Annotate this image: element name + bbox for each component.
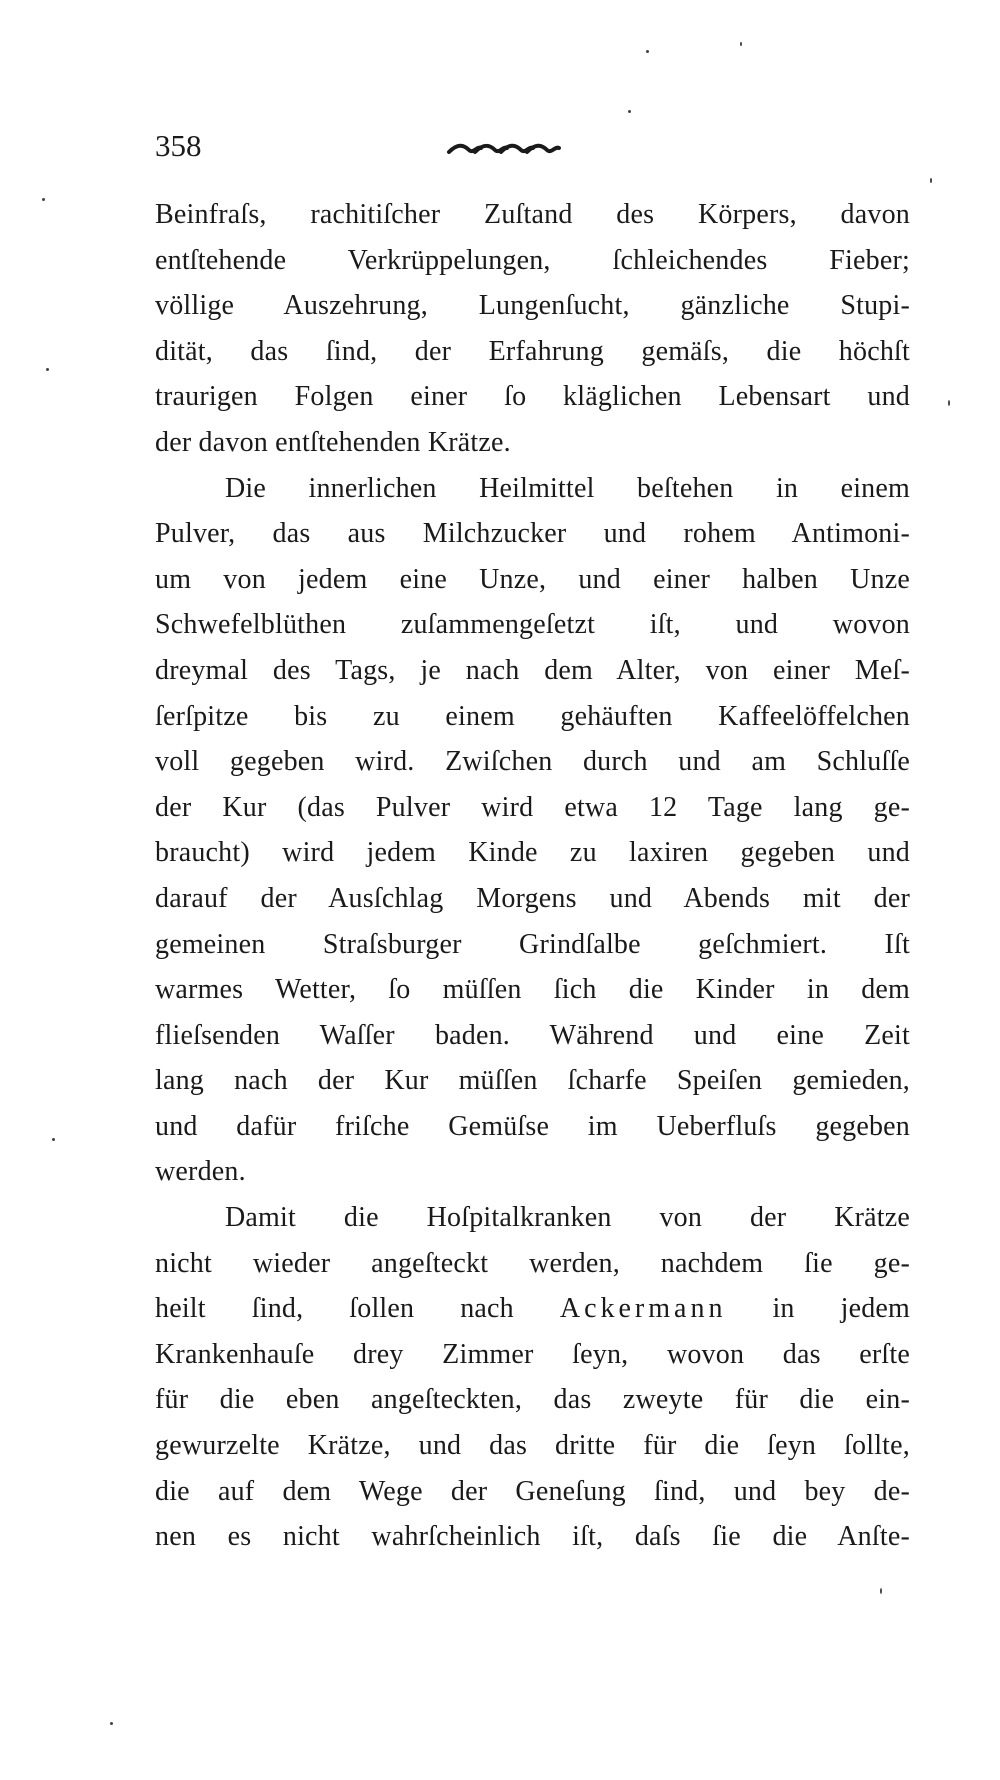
text-line: warmes Wetter, ſo müſſen ſich die Kinder in dem [155, 974, 910, 1006]
header-ornament-icon [445, 140, 575, 160]
text-line: darauf der Ausſchlag Morgens und Abends mit der [155, 882, 910, 914]
body-text [155, 192, 910, 1560]
ink-speck [52, 1138, 55, 1141]
paragraph-2 [155, 466, 910, 1196]
text-line: werden. [155, 1156, 246, 1188]
text-line: Schwefelblüthen zuſammengeſetzt iſt, und wovon [155, 609, 910, 641]
text-line: Pulver, das aus Milchzucker und rohem Antimoni- [155, 518, 910, 550]
text-line: nicht wieder angeſteckt werden, nachdem ſie ge- [155, 1247, 910, 1279]
text-line: flieſsenden Waſſer baden. Während und eine Zeit [155, 1019, 910, 1051]
text-line: für die eben angeſteckten, das zweyte für die ein- [155, 1384, 910, 1416]
text-line: die auf dem Wege der Geneſung ſind, und bey de- [155, 1475, 910, 1507]
ink-speck [110, 1722, 113, 1725]
ink-speck [880, 1588, 882, 1594]
text-line: gemeinen Straſsburger Grindſalbe geſchmiert. Iſt [155, 928, 910, 960]
text-line: nen es nicht wahrſcheinlich iſt, daſs ſie die Anſte- [155, 1521, 910, 1553]
text-line: dreymal des Tags, je nach dem Alter, von einer Meſ- [155, 654, 910, 686]
text-line: und dafür friſche Gemüſse im Ueberfluſs gegeben [155, 1110, 910, 1142]
page-header [155, 128, 925, 178]
ink-speck [740, 42, 742, 46]
person-name: Ackermann [559, 1293, 727, 1325]
text-line: ſerſpitze bis zu einem gehäuften Kaffeelöffelchen [155, 700, 910, 732]
ink-speck [930, 178, 932, 183]
text-line: braucht) wird jedem Kinde zu laxiren gegeben und [155, 837, 910, 869]
ink-speck [46, 368, 49, 371]
text-line: lang nach der Kur müſſen ſcharfe Speiſen gemieden, [155, 1065, 910, 1097]
text-fragment: heilt ſind, ſollen nach [155, 1293, 514, 1325]
text-line: dität, das ſind, der Erfahrung gemäſs, die höchſt [155, 335, 910, 367]
text-line: um von jedem eine Unze, und einer halben Unze [155, 563, 910, 595]
paragraph-1 [155, 192, 910, 466]
text-line: der davon entſtehenden Krätze. [155, 426, 511, 458]
text-line: Krankenhauſe drey Zimmer ſeyn, wovon das erſte [155, 1338, 910, 1370]
text-line: völlige Auszehrung, Lungenſucht, gänzliche Stupi- [155, 290, 910, 322]
text-line: voll gegeben wird. Zwiſchen durch und am Schluſſe [155, 746, 910, 778]
text-line: entſtehende Verkrüppelungen, ſchleichendes Fieber; [155, 244, 910, 276]
text-line: gewurzelte Krätze, und das dritte für die ſeyn ſollte, [155, 1430, 910, 1462]
text-line: der Kur (das Pulver wird etwa 12 Tage lang ge- [155, 791, 910, 823]
text-line: traurigen Folgen einer ſo kläglichen Lebensart und [155, 381, 910, 413]
paragraph-3 [155, 1195, 910, 1560]
text-line [155, 1286, 910, 1332]
text-line: Damit die Hoſpitalkranken von der Krätze [225, 1202, 910, 1234]
text-line: Beinfraſs, rachitiſcher Zuſtand des Körpers, davon [155, 199, 910, 230]
ink-speck [646, 50, 649, 53]
text-fragment: in jedem [772, 1293, 911, 1325]
ink-speck [628, 110, 631, 113]
page-number: 358 [155, 128, 202, 163]
ink-speck [42, 198, 45, 201]
text-line: Die innerlichen Heilmittel beſtehen in einem [225, 472, 910, 504]
ink-speck [948, 400, 950, 406]
